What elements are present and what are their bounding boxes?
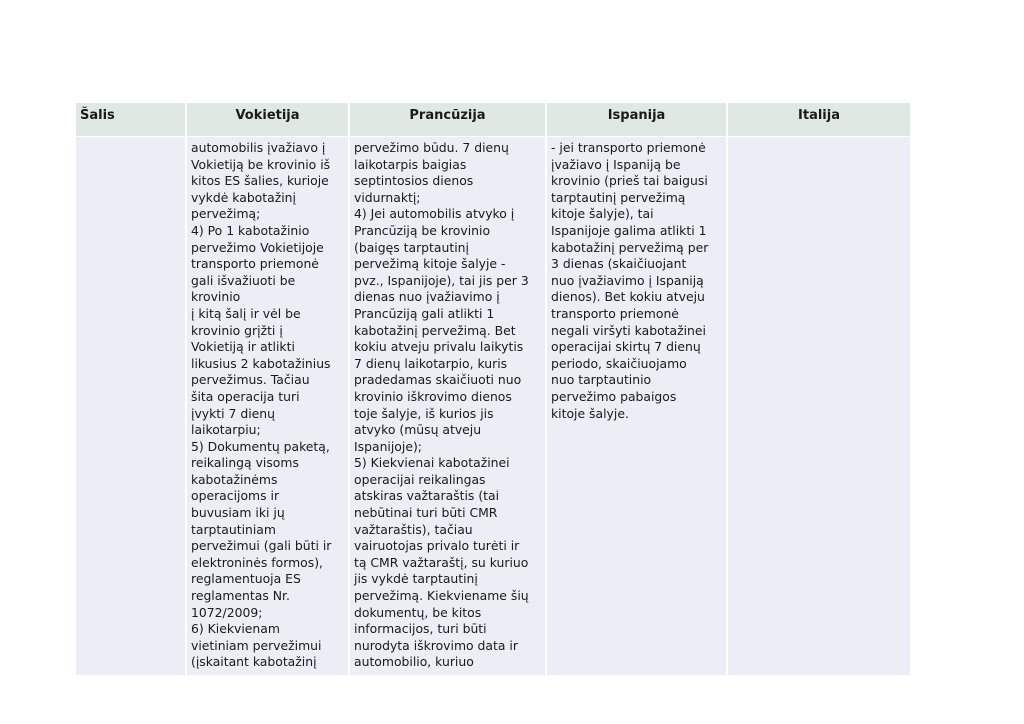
cell-salis [76,137,187,675]
header-vokietija: Vokietija [187,103,350,136]
cell-vokietija: automobilis įvažiavo į Vokietiją be krovinio iš kitos ES šalies, kurioje vykdė kabotažinį pervežimą; 4) Po 1 kabotažinio pervežimo Vokietijoje transporto priemonė gali išvažiuoti be krovinio į kitą šalį ir vėl be krovinio grįžti į Vokietiją ir atlikti likusius 2 kabotažinius pervežimus. Tačiau šita operacija turi įvykti 7 dienų laikotarpiu; 5) Dokumentų paketą, reikalingą visoms kabotažinėms operacijoms ir buvusiam iki jų tarptautiniam pervežimui (gali būti ir elektroninės formos), reglamentuoja ES reglamentas Nr. 1072/2009; 6) Kiekvienam vietiniam pervežimui (įskaitant kabotažinį [187,137,350,675]
header-prancuzija: Prancūzija [350,103,547,136]
header-italija: Italija [728,103,910,136]
header-ispanija: Ispanija [547,103,728,136]
cell-prancuzija: pervežimo būdu. 7 dienų laikotarpis baigias septintosios dienos vidurnaktį; 4) Jei automobilis atvyko į Prancūziją be krovinio (baigęs tarptautinį pervežimą kitoje šalyje - pvz., Ispanijoje), tai jis per 3 dienas nuo įvažiavimo į Prancūziją gali atlikti 1 kabotažinį pervežimą. Bet kokiu atveju privalu laikytis 7 dienų laikotarpio, kuris pradedamas skaičiuoti nuo krovinio iškrovimo dienos toje šalyje, iš kurios jis atvyko (mūsų atveju Ispanijoje); 5) Kiekvienai kabotažinei operacijai reikalingas atskiras važtaraštis (tai nebūtinai turi būti CMR važtaraštis), tačiau vairuotojas privalo turėti ir tą CMR važtaraštį, su kuriuo jis vykdė tarptautinį pervežimą. Kiekviename šių dokumentų, be kitos informacijos, turi būti nurodyta iškrovimo data ir automobilio, kuriuo [350,137,547,675]
cell-ispanija: - jei transporto priemonė įvažiavo į Ispaniją be krovinio (prieš tai baigusi tarptautinį pervežimą kitoje šalyje), tai Ispanijoje galima atlikti 1 kabotažinį pervežimą per 3 dienas (skaičiuojant nuo įvažiavimo į Ispaniją dienos). Bet kokiu atveju transporto priemonė negali viršyti kabotažinei operacijai skirtų 7 dienų periodo, skaičiuojamo nuo tarptautinio pervežimo pabaigos kitoje šalyje. [547,137,728,675]
header-salis: Šalis [76,103,187,136]
cell-italija [728,137,910,675]
country-comparison-table [76,103,910,675]
